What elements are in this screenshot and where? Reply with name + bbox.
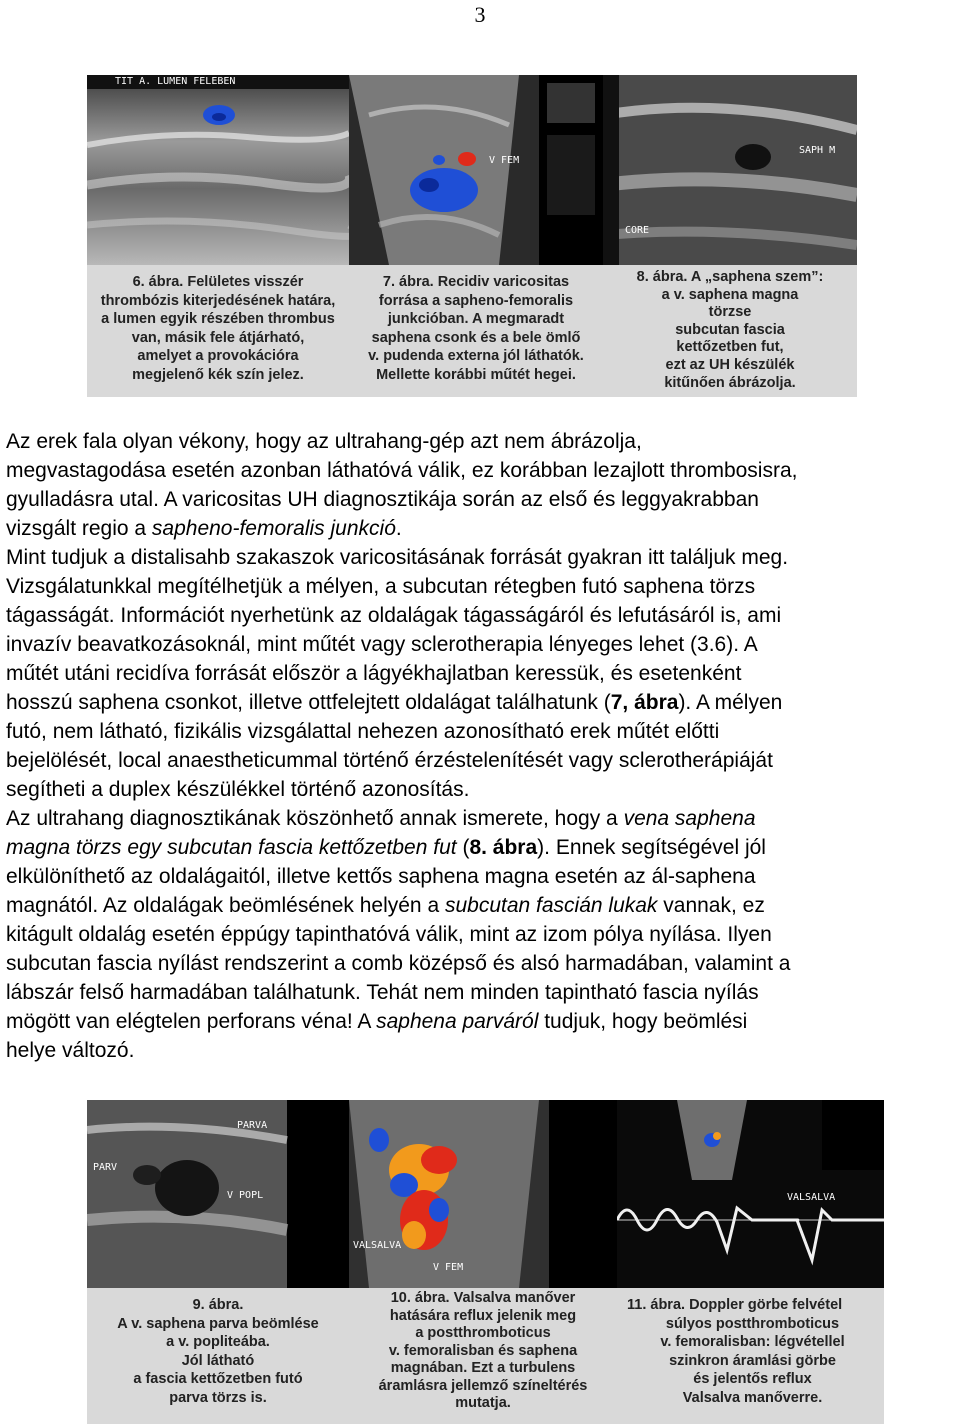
caption-line: a lumen egyik részében thrombus	[101, 311, 335, 328]
text-run: helye változó.	[6, 1039, 135, 1062]
scan-overlay-label: PARVA	[237, 1120, 268, 1131]
caption-line: ezt az UH készülék	[665, 356, 795, 373]
text-run: ). Ennek segítségével jól	[537, 836, 766, 859]
figure-8	[603, 75, 857, 397]
figure-8-caption	[603, 265, 857, 397]
text-run: magnától. Az oldalágak beömlésének helyén a	[6, 894, 445, 917]
figure-11	[617, 1100, 884, 1424]
text-run: futó, nem látható, fizikális vizsgálattal nehezen azonosítható erek műtét előtti	[6, 720, 720, 743]
caption-line: subcutan fascia	[675, 321, 785, 338]
text-run: Mint tudjuk a distalisahb szakaszok varicositásának forrását gyakran itt találjuk meg.	[6, 546, 789, 569]
paragraph-line	[6, 862, 956, 891]
figure-10-caption	[349, 1288, 617, 1424]
ultrasound-scan-fig8	[603, 75, 857, 265]
paragraph-line	[6, 543, 956, 572]
caption-line: a v. popliteába.	[166, 1334, 270, 1351]
caption-line: amelyet a provokációra	[137, 348, 299, 365]
paragraph-line	[6, 804, 956, 833]
figure-reference: 7, ábra	[610, 691, 679, 714]
caption-line: 8. ábra. A „saphena szem”:	[636, 269, 824, 285]
paragraph-line	[6, 833, 956, 862]
scan-overlay-label: PARV	[93, 1162, 118, 1173]
caption-line: Jól látható	[181, 1352, 255, 1369]
ultrasound-image	[349, 75, 603, 265]
caption-line: hatására reflux jelenik meg	[389, 1307, 577, 1324]
paragraph-line	[6, 659, 956, 688]
caption-line: súlyos postthromboticus	[665, 1315, 840, 1332]
italic-term: subcutan fascián lukak	[444, 894, 658, 917]
figure-reference: 8. ábra	[469, 836, 538, 859]
scan-overlay-label: TIT A. LUMEN FELEBEN	[115, 76, 236, 87]
text-run: Az erek fala olyan vékony, hogy az ultrahang-gép azt nem ábrázolja,	[6, 430, 642, 453]
text-run: ). A mélyen	[678, 691, 783, 714]
ultrasound-image	[87, 1100, 349, 1288]
paragraph-line	[6, 1036, 956, 1065]
italic-term: magna törzs egy subcutan fascia kettőzetben fut	[6, 836, 457, 859]
caption-line: megjelenő kék szín jelez.	[132, 366, 304, 383]
body-paragraph	[6, 427, 956, 1065]
caption-line: a v. saphena magna	[661, 286, 799, 303]
scan-overlay-label: SAPH M	[799, 145, 836, 156]
paragraph-line	[6, 630, 956, 659]
text-run: megvastagodása esetén azonban láthatóvá válik, ez korábban lezajlott thrombosisra,	[6, 459, 798, 482]
caption-line: a postthromboticus	[415, 1325, 551, 1341]
ultrasound-image	[603, 75, 857, 265]
paragraph-line	[6, 427, 956, 456]
text-run: invazív beavatkozásoknál, mint műtét vagy sclerotherapia lényeges lehet (3.6). A	[6, 633, 758, 656]
text-run: bejelölését, local anaestheticummal történő érzéstelenítését vagy sclerotherápiáját	[6, 749, 773, 772]
scan-overlay-label: V FEM	[489, 155, 520, 166]
caption-line: v. femoralisban: légvétellel	[660, 1334, 845, 1351]
paragraph-line	[6, 978, 956, 1007]
paragraph-line	[6, 775, 956, 804]
caption-line: kettőzetben fut,	[676, 339, 784, 356]
caption-line: mutatja.	[455, 1395, 511, 1411]
text-run: műtét utáni recidíva forrását először a lágyékhajlatban keressük, és esetenként	[6, 662, 742, 685]
text-run: .	[395, 517, 402, 540]
caption-line: a fascia kettőzetben futó	[133, 1371, 303, 1388]
paragraph-line	[6, 920, 956, 949]
text-run: (	[456, 836, 470, 859]
caption-line: Valsalva manőverre.	[682, 1389, 823, 1406]
text-run: gyulladásra utal. A varicositas UH diagnosztikája során az első és leggyakrabban	[6, 488, 759, 511]
paragraph-line	[6, 456, 956, 485]
caption-line: 9. ábra.	[192, 1297, 244, 1313]
caption-line: thrombózis kiterjedésének határa,	[100, 292, 336, 309]
caption-line: forrása a sapheno-femoralis	[378, 292, 574, 309]
scan-overlay-label: V POPL	[227, 1190, 264, 1201]
caption-line: saphena csonk és a bele ömlő	[371, 329, 581, 346]
scan-overlay-label: VALSALVA	[787, 1192, 836, 1203]
figure-6	[87, 75, 349, 397]
text-run: tudjuk, hogy beömlési	[538, 1010, 748, 1033]
caption-line: Mellette korábbi műtét hegei.	[376, 366, 576, 383]
paragraph-line	[6, 572, 956, 601]
figure-10	[349, 1100, 617, 1424]
top-figure-row	[87, 75, 857, 397]
caption-line: v. pudenda externa jól láthatók.	[368, 348, 584, 365]
ultrasound-scan-fig6	[87, 75, 349, 265]
figure-7-caption	[349, 265, 603, 397]
paragraph-line	[6, 485, 956, 514]
italic-term: sapheno-femoralis junkció	[151, 517, 396, 540]
paragraph-line	[6, 1007, 956, 1036]
caption-line: és jelentős reflux	[693, 1371, 812, 1388]
bottom-figure-row	[87, 1100, 884, 1424]
ultrasound-image	[617, 1100, 884, 1288]
paragraph-line	[6, 949, 956, 978]
caption-line: 10. ábra. Valsalva manőver	[390, 1290, 576, 1306]
caption-line: 11. ábra. Doppler görbe felvétel	[627, 1297, 843, 1313]
ultrasound-scan-fig7	[349, 75, 603, 265]
figure-9	[87, 1100, 349, 1424]
paragraph-line	[6, 717, 956, 746]
scan-overlay-label: V FEM	[433, 1262, 464, 1273]
text-run: Az ultrahang diagnosztikának köszönhető annak ismerete, hogy a	[6, 807, 624, 830]
text-run: elkülöníthető az oldalágaitól, illetve kettős saphena magna esetén az ál-saphena	[6, 865, 756, 888]
paragraph-line	[6, 514, 956, 543]
text-run: kitágult oldalág esetén éppúgy tapinthatóvá válik, mint az izom pólya nyílása. Ilyen	[6, 923, 772, 946]
caption-line: kitűnően ábrázolja.	[664, 374, 796, 391]
ultrasound-scan-fig11	[617, 1100, 884, 1288]
scan-overlay-label: VALSALVA	[353, 1240, 402, 1251]
text-run: lábszár felső harmadában találhatunk. Tehát nem minden tapintható fascia nyílás	[6, 981, 759, 1004]
text-run: hosszú saphena csonkot, illetve ottfelejtett oldalágat találhatunk (	[6, 691, 611, 714]
caption-line: áramlásra jellemző színeltérés	[378, 1377, 588, 1394]
text-run: vizsgált regio a	[6, 517, 152, 540]
text-run: mögött van elégtelen perforans véna! A	[6, 1010, 377, 1033]
text-run: tágasságát. Információt nyerhetünk az oldalágak tágasságáról és lefutásáról is, ami	[6, 604, 782, 627]
caption-line: 7. ábra. Recidiv varicositas	[382, 274, 570, 290]
text-run: vannak, ez	[657, 894, 765, 917]
paragraph-line	[6, 688, 956, 717]
italic-term: saphena parváról	[376, 1010, 539, 1033]
page-number: 3	[474, 2, 486, 27]
caption-line: v. femoralisban és saphena	[388, 1342, 578, 1359]
figure-7	[349, 75, 603, 397]
scan-overlay-label: CORE	[625, 225, 650, 236]
caption-line: 6. ábra. Felületes visszér	[132, 274, 304, 290]
paragraph-line	[6, 601, 956, 630]
caption-line: szinkron áramlási görbe	[669, 1352, 836, 1369]
ultrasound-image	[349, 1100, 617, 1288]
text-run: segítheti a duplex készülékkel történő azonosítás.	[6, 778, 470, 801]
ultrasound-scan-fig9	[87, 1100, 349, 1288]
paragraph-line	[6, 891, 956, 920]
text-run: Vizsgálatunkkal megítélhetjük a mélyen, a subcutan rétegben futó saphena törzs	[6, 575, 756, 598]
caption-line: junkcióban. A megmaradt	[387, 311, 565, 328]
caption-line: van, másik fele átjárható,	[131, 329, 305, 346]
paragraph-line	[6, 746, 956, 775]
italic-term: vena saphena	[623, 807, 756, 830]
caption-line: parva törzs is.	[169, 1389, 267, 1406]
figure-9-caption	[87, 1288, 349, 1424]
caption-line: magnában. Ezt a turbulens	[390, 1360, 576, 1376]
text-run: subcutan fascia nyílást rendszerint a comb középső és alsó harmadában, valamint a	[6, 952, 791, 975]
figure-11-caption	[617, 1288, 884, 1424]
ultrasound-scan-fig10	[349, 1100, 617, 1288]
ultrasound-image	[87, 75, 349, 265]
caption-line: A v. saphena parva beömlése	[117, 1315, 319, 1332]
caption-line: törzse	[708, 304, 752, 321]
figure-6-caption	[87, 265, 349, 397]
